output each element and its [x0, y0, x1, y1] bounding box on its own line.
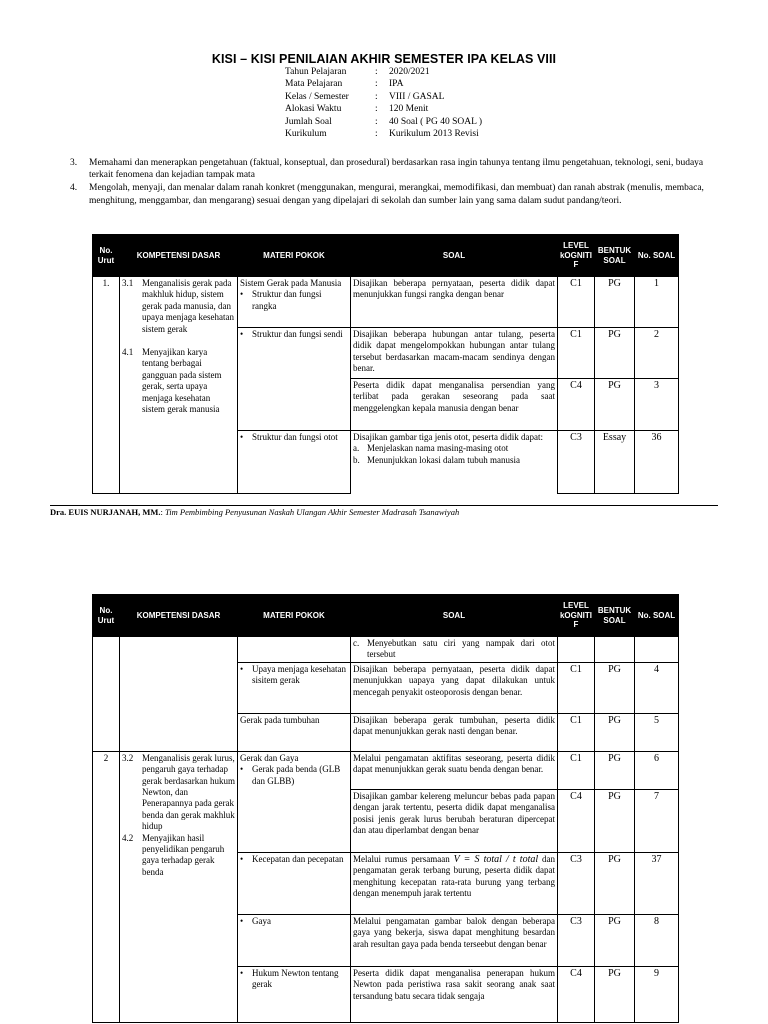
- cell-level: C3: [558, 431, 595, 494]
- soal-text: Melalui rumus persamaan: [353, 853, 450, 864]
- meta-key: Kurikulum: [285, 129, 327, 140]
- cell-no-soal: 8: [635, 914, 679, 966]
- cell-no-soal: 7: [635, 789, 679, 852]
- header-kompetensi-dasar: KOMPETENSI DASAR: [120, 595, 238, 637]
- kisi-table-page-2: [92, 594, 679, 1023]
- cell-materi-pokok: [238, 431, 351, 494]
- competency-number: 4.: [70, 183, 78, 194]
- soal-text: Disajikan gambar tiga jenis otot, peserta didik dapat:: [353, 432, 543, 442]
- soal-sub-item: [353, 455, 555, 466]
- materi-bullet: [240, 764, 348, 787]
- cell-soal: Disajikan beberapa pernyataan, peserta didik dapat menunjukkan fungsi rangka dengan benar: [351, 277, 558, 328]
- meta-row: [285, 128, 482, 140]
- cell-no-soal: 3: [635, 379, 679, 431]
- meta-value: Kurikulum 2013 Revisi: [389, 129, 479, 140]
- cell-level: C4: [558, 379, 595, 431]
- cell-materi-pokok: [238, 277, 351, 328]
- materi-heading: Sistem Gerak pada Manusia: [240, 278, 342, 288]
- cell-bentuk: [595, 637, 635, 663]
- kd-number: 4.2: [122, 832, 134, 843]
- meta-sep: :: [375, 104, 378, 115]
- cell-bentuk: Essay: [595, 431, 635, 494]
- cell-level: C1: [558, 751, 595, 789]
- sub-label: a.: [353, 443, 360, 454]
- cell-soal: Disajikan beberapa pernyataan, peserta didik dapat menunjukkan uapaya yang dapat dilakukan untuk mencegah penyakit osteoporosis dengan benar.: [351, 662, 558, 713]
- cell-materi-pokok: [238, 914, 351, 966]
- header-no-soal: No. SOAL: [635, 595, 679, 637]
- sub-label: c.: [353, 638, 360, 648]
- materi-bullet: [240, 664, 348, 687]
- cell-level: C1: [558, 277, 595, 328]
- cell-materi-pokok: [238, 662, 351, 713]
- kd-text: Menganalisis gerak lurus, pengaruh gaya terhadap gerak berdasarkan hukum Newton, dan Penerapannya pada gerak benda dan gerak makhluk hidup: [142, 752, 235, 832]
- cell-soal: [351, 431, 558, 494]
- footer-sep: :: [160, 507, 163, 517]
- competency-text: Memahami dan menerapkan pengetahuan (faktual, konseptual, dan prosedural) berdasarkan rasa ingin tahunya tentang ilmu pengetahuan, teknologi, seni, budaya terkait fenomena dan kejadian tampak mata: [89, 158, 704, 181]
- cell-bentuk: PG: [595, 789, 635, 852]
- materi-text: Kecepatan dan pecepatan: [252, 853, 344, 864]
- sub-text: Menunjukkan lokasi dalam tubuh manusia: [367, 454, 520, 465]
- header-bentuk-soal: BENTUK SOAL: [595, 235, 635, 277]
- cell-no-soal: 9: [635, 966, 679, 1022]
- cell-no-soal: [635, 637, 679, 663]
- cell-level: [558, 637, 595, 663]
- competency-text: Mengolah, menyaji, dan menalar dalam ranah konkret (menggunakan, mengurai, merangkai, memodifikasi, dan membuat) dan ranah abstrak (menulis, membaca, menghitung, menggambar, dan mengarang) sesuai dengan yang dipelajari di sekolah dan sumber lain yang sama dalam sudut pandang/teori.: [89, 183, 704, 206]
- core-competencies: [70, 157, 710, 207]
- cell-soal: [351, 852, 558, 914]
- cell-soal: Melalui pengamatan gambar balok dengan beberapa gaya yang bekerja, siswa dapat menghitung besardan arah resultan gaya pada benda terseebut dengan benar: [351, 914, 558, 966]
- meta-value: 40 Soal ( PG 40 SOAL ): [389, 116, 483, 127]
- meta-value: 120 Menit: [389, 104, 429, 115]
- meta-row: [285, 91, 482, 103]
- meta-key: Kelas / Semester: [285, 91, 349, 102]
- header-no-urut: No. Urut: [93, 595, 120, 637]
- competency-item: [70, 182, 710, 206]
- cell-soal: Disajikan gambar kelereng meluncur bebas pada papan dengan jarak tertentu, peserta didik dapat menganalisa posisi jenis gerak lurus berubah beraturan dipercepat dan atau diperlambat dengan benar: [351, 789, 558, 852]
- cell-bentuk: PG: [595, 379, 635, 431]
- competency-number: 3.: [70, 158, 78, 168]
- materi-bullet: [240, 289, 348, 312]
- materi-text: Struktur dan fungsi otot: [252, 432, 338, 442]
- cell-bentuk: PG: [595, 328, 635, 379]
- materi-bullet: [240, 968, 348, 991]
- meta-sep: :: [375, 91, 378, 102]
- cell-no-soal: 1: [635, 277, 679, 328]
- cell-level: C4: [558, 966, 595, 1022]
- meta-row: [285, 116, 482, 128]
- kd-number: 4.1: [122, 347, 134, 358]
- bullet-icon: •: [240, 329, 244, 339]
- bullet-icon: •: [240, 764, 244, 775]
- page-footer: [50, 505, 718, 517]
- kd-item: [122, 347, 235, 415]
- meta-sep: :: [375, 116, 378, 127]
- bullet-icon: •: [240, 663, 244, 674]
- meta-row: [285, 103, 482, 115]
- meta-key: Tahun Pelajaran: [285, 67, 347, 77]
- cell-kompetensi-dasar: [120, 637, 238, 752]
- cell-soal: Peserta didik dapat menganalisa persendian yang terlibat pada gerakan seseorang pada saat menggelengkan kepala manusia dengan benar: [351, 379, 558, 431]
- materi-text: Gaya: [252, 915, 271, 926]
- cell-materi-pokok: [238, 637, 351, 663]
- table-row: [93, 277, 679, 328]
- materi-bullet: [240, 854, 348, 865]
- materi-text: Hukum Newton tentang gerak: [252, 967, 339, 990]
- kd-item: [122, 278, 235, 335]
- meta-row: [285, 66, 482, 78]
- meta-value: VIII / GASAL: [389, 91, 445, 102]
- cell-materi-pokok: [238, 751, 351, 852]
- cell-bentuk: PG: [595, 751, 635, 789]
- cell-no-soal: 36: [635, 431, 679, 494]
- materi-bullet: [240, 329, 348, 340]
- meta-sep: :: [375, 79, 378, 90]
- cell-bentuk: PG: [595, 277, 635, 328]
- header-soal: SOAL: [351, 595, 558, 637]
- table-row: [93, 751, 679, 789]
- kd-number: 3.1: [122, 278, 134, 288]
- header-bentuk-soal: BENTUK SOAL: [595, 595, 635, 637]
- bullet-icon: •: [240, 289, 244, 300]
- cell-no-urut: 2: [93, 751, 120, 1022]
- kd-text: Menyajikan karya tentang berbagai gangguan pada sistem gerak, serta upaya menjaga kesehatan sistem gerak manusia: [142, 347, 222, 415]
- meta-sep: :: [375, 129, 378, 140]
- soal-sub-item: [353, 443, 555, 454]
- materi-text: Struktur dan fungsi rangka: [252, 289, 322, 311]
- cell-level: C1: [558, 662, 595, 713]
- meta-value: 2020/2021: [389, 67, 430, 77]
- cell-soal: Peserta didik dapat menganalisa penerapan hukum Newton pada peristiwa rasa sakit seorang anak saat tersandung batu secara tidak sengaja: [351, 966, 558, 1022]
- bullet-icon: •: [240, 915, 244, 926]
- cell-no-soal: 2: [635, 328, 679, 379]
- cell-bentuk: PG: [595, 713, 635, 751]
- meta-value: IPA: [389, 79, 404, 90]
- meta-key: Jumlah Soal: [285, 116, 332, 127]
- cell-soal: Disajikan beberapa hubungan antar tulang, peserta didik dapat mengelompokkan hubungan antar tulang tersebut berdasarkan macam-macam sendinya dengan benar.: [351, 328, 558, 379]
- materi-text: Gerak pada benda (GLB dan GLBB): [252, 764, 341, 786]
- cell-no-urut: 1.: [93, 277, 120, 494]
- cell-bentuk: PG: [595, 914, 635, 966]
- cell-soal: Melalui pengamatan aktifitas seseorang, peserta didik dapat menunjukkan gerak suatu benda dengan benar.: [351, 751, 558, 789]
- cell-kompetensi-dasar: [120, 277, 238, 494]
- cell-level: C3: [558, 852, 595, 914]
- cell-kompetensi-dasar: [120, 751, 238, 1022]
- cell-materi-pokok: Gerak pada tumbuhan: [238, 713, 351, 751]
- meta-sep: :: [375, 67, 378, 77]
- header-no-urut: No. Urut: [93, 235, 120, 277]
- table-header-row: [93, 595, 679, 637]
- kd-text: Menyajikan hasil penyelidikan pengaruh gaya terhadap gerak benda: [142, 832, 225, 877]
- materi-bullet: [240, 916, 348, 927]
- meta-row: [285, 78, 482, 90]
- cell-no-soal: 5: [635, 713, 679, 751]
- materi-text: Struktur dan fungsi sendi: [252, 329, 343, 339]
- cell-level: C1: [558, 328, 595, 379]
- sub-text: Menjelaskan nama masing-masing otot: [367, 443, 509, 454]
- soal-text: dan pengamatan gerak terbang burung, peserta didik dapat menghitung kecepatan rata-rata burung yang terbang dengan menempuh jarak tertentu: [353, 853, 556, 899]
- cell-no-soal: 6: [635, 751, 679, 789]
- materi-text: Upaya menjaga kesehatan sisitem gerak: [252, 663, 346, 686]
- cell-bentuk: PG: [595, 852, 635, 914]
- cell-no-soal: 37: [635, 852, 679, 914]
- materi-bullet: [240, 432, 348, 443]
- cell-materi-pokok: [238, 328, 351, 431]
- bullet-icon: •: [240, 853, 244, 864]
- cell-no-soal: 4: [635, 662, 679, 713]
- bullet-icon: •: [240, 967, 244, 978]
- materi-heading: Gerak dan Gaya: [240, 752, 299, 763]
- bullet-icon: •: [240, 432, 244, 442]
- cell-level: C3: [558, 914, 595, 966]
- kd-item: [122, 753, 235, 833]
- cell-materi-pokok: [238, 852, 351, 914]
- header-level-kognitif: LEVEL kOGNITI F: [558, 595, 595, 637]
- header-soal: SOAL: [351, 235, 558, 277]
- meta-key: Mata Pelajaran: [285, 79, 343, 90]
- soal-sub-item: [353, 638, 555, 661]
- kd-item: [122, 833, 235, 879]
- header-no-soal: No. SOAL: [635, 235, 679, 277]
- cell-materi-pokok: [238, 966, 351, 1022]
- kd-number: 3.2: [122, 752, 134, 763]
- sub-text: Menyebutkan satu ciri yang nampak dari otot tersebut: [367, 638, 555, 660]
- kd-text: Menganalisis gerak pada makhluk hidup, sistem gerak pada manusia, dan upaya menjaga kesehatan sistem gerak: [142, 278, 234, 334]
- footer-author: Dra. EUIS NURJANAH, MM.: [50, 507, 161, 517]
- competency-item: [70, 157, 710, 181]
- document-title: KISI – KISI PENILAIAN AKHIR SEMESTER IPA KELAS VIII: [211, 52, 557, 66]
- cell-soal: Disajikan beberapa gerak tumbuhan, peserta didik dapat menunjukkan gerak nasti dengan benar.: [351, 713, 558, 751]
- header-materi-pokok: MATERI POKOK: [238, 235, 351, 277]
- kisi-table-page-1: [92, 234, 679, 494]
- header-level-kognitif: LEVEL kOGNITI F: [558, 235, 595, 277]
- cell-bentuk: PG: [595, 662, 635, 713]
- header-kompetensi-dasar: KOMPETENSI DASAR: [120, 235, 238, 277]
- cell-soal: [351, 637, 558, 663]
- cell-no-urut: [93, 637, 120, 752]
- table-row: [93, 637, 679, 663]
- velocity-formula: V = S total / t total: [453, 853, 539, 865]
- table-header-row: [93, 235, 679, 277]
- meta-info: [285, 66, 482, 140]
- cell-level: C4: [558, 789, 595, 852]
- header-materi-pokok: MATERI POKOK: [238, 595, 351, 637]
- meta-key: Alokasi Waktu: [285, 104, 342, 115]
- cell-level: C1: [558, 713, 595, 751]
- sub-label: b.: [353, 454, 360, 465]
- footer-team: Tim Pembimbing Penyusunan Naskah Ulangan Akhir Semester Madrasah Tsanawiyah: [165, 507, 460, 517]
- cell-bentuk: PG: [595, 966, 635, 1022]
